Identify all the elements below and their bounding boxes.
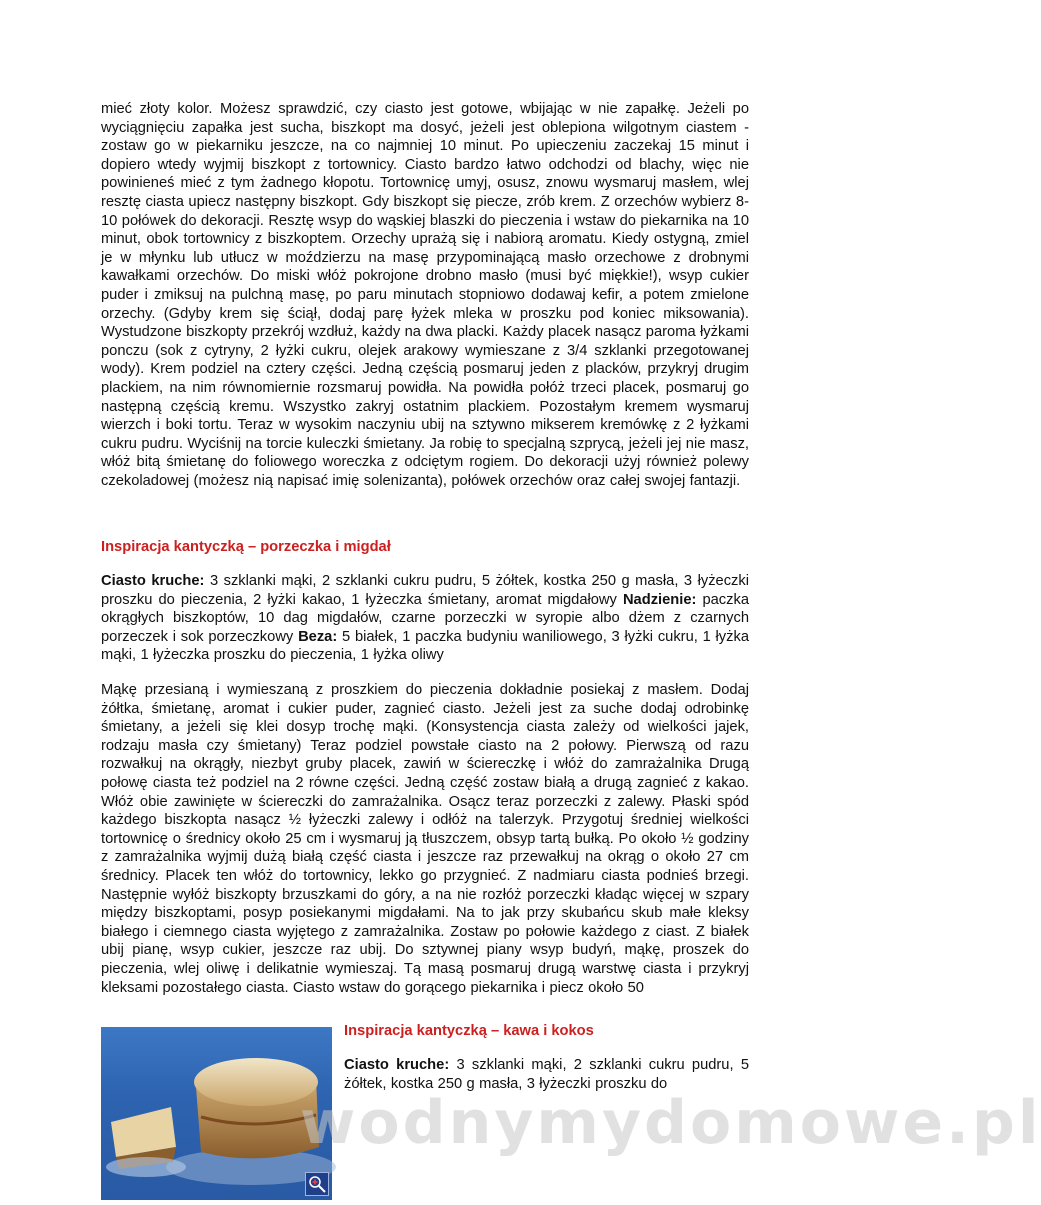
- section1-heading: Inspiracja kantyczką – porzeczka i migdał: [101, 539, 391, 555]
- magnifier-icon: [306, 1173, 328, 1195]
- section2-heading: Inspiracja kantyczką – kawa i kokos: [344, 1023, 594, 1039]
- nadzienie-label: Nadzienie:: [622, 591, 697, 608]
- zoom-icon[interactable]: [305, 1172, 329, 1196]
- ciasto-text-2: 3 szklanki mąki, 2 szklanki cukru pudru, 5 żółtek, kostka 250 g masła, 3 łyżeczki proszku do: [344, 1057, 749, 1092]
- beza-label: Beza:: [298, 628, 338, 645]
- watermark: wodnymydomowe.pl: [300, 1088, 1041, 1158]
- cake-photo-icon: [101, 1027, 332, 1200]
- ciasto-label-2: Ciasto kruche:: [344, 1057, 450, 1073]
- ciasto-text: 3 szklanki mąki, 2 szklanki cukru pudru, 5 żółtek, kostka 250 g masła, 3 łyżeczki proszku do pieczenia, 2 łyżki kakao, 1 łyżeczka śmietany, aromat migdałowy: [101, 573, 749, 608]
- ciasto-label: Ciasto kruche:: [101, 573, 205, 589]
- section1-steps: Mąkę przesianą i wymieszaną z proszkiem do pieczenia dokładnie posiekaj z masłem. Dodaj żółtka, śmietanę, aromat i cukier puder, zagnieć ciasto. Jeżeli jest za suche dodaj odrobinkę śmietany, a jeżeli się klei dosyp trochę mąki. (Konsystencja ciasta zależy od wielkości jajek, rodzaju masła czy śmietany) Teraz podziel powstałe ciasto na 2 połowy. Pierwszą od razu rozwałkuj na okrągły, niezbyt gruby placek, zawiń w ściereczkę i włóż do zamrażalnika Drugą połowę ciasta też podziel na 2 równe części. Jedną część zostaw białą a drugą zagnieć z kakao. Włóż obie zawinięte w ściereczki do zamrażalnika. Osącz teraz porzeczki z zalewy. Płaski spód każdego biszkopta nasącz ½ łyżeczki zalewy i odłóż na talerzyk. Przygotuj średniej wielkości tortownicę o średnicy około 25 cm i wysmaruj ją tłuszczem, obsyp tartą bułką. Po około ½ godziny z zamrażalnika wyjmij dużą białą część ciasta i jeszcze raz przewałkuj na okrąg o około 27 cm średnicy. Placek ten włóż do tortownicy, lekko go przygnieć. Z nadmiaru ciasta podnieś brzegi. Następnie wyłóż biszkopty brzuszkami do góry, a na nie rozłóż porzeczki kładąc więcej w szpary między biszkoptami, posyp posiekanymi migdałami. Na to jak przy skubańcu skub małe kleksy białego i ciemnego ciasta wyjętego z zamrażalnika. Zostaw po połowie każdego z ciast. Z białek ubij pianę, wsyp cukier, jeszcze raz ubij. Do sztywnej piany wsyp budyń, mąkę, proszek do pieczenia, wlej oliwę i delikatnie wymieszaj. Tą masą posmaruj drugą warstwę ciasta i przykryj kleksami pozostałego ciasta. Ciasto wstaw do gorącego piekarnika i piecz około 50: [101, 682, 749, 996]
- intro-paragraph: mieć złoty kolor. Możesz sprawdzić, czy ciasto jest gotowe, wbijając w nie zapałkę. Jeżeli po wyciągnięciu zapałka jest sucha, biszkopt ma dosyć, jeżeli jest oblepiona wilgotnym ciastem - zostaw go w piekarniku jeszcze, na co najmniej 10 minut. Po upieczeniu zaczekaj 15 minut i dopiero wtedy wyjmij biszkopt z tortownicy. Ciasto bardzo łatwo odchodzi od blachy, więc nie powinieneś mieć z tym żadnego kłopotu. Tortownicę umyj, osusz, znowu wysmaruj masłem, wlej resztę ciasta upiecz następny biszkopt. Gdy biszkopt się piecze, zrób krem. Z orzechów wybierz 8-10 połówek do dekoracji. Resztę wsyp do wąskiej blaszki do pieczenia i wstaw do piekarnika na 10 minut, obok tortownicy z biszkoptem. Orzechy uprażą się i nabiorą aromatu. Kiedy ostygną, zmiel je w młynku lub utłucz w moździerzu na masę przypominającą masło orzechowe z drobnymi kawałkami orzechów. Do miski włóż pokrojone drobno masło (musi być miękkie!), wsyp cukier puder i zmiksuj na pulchną masę, po paru minutach stopniowo dodawaj kefir, a potem zmielone orzechy. (Gdyby krem się ściął, dodaj parę łyżek mleka w proszku pod koniec miksowania). Wystudzone biszkopty przekrój wzdłuż, każdy na dwa placki. Każdy placek nasącz paroma łyżkami ponczu (sok z cytryny, 2 łyżki cukru, olejek arakowy wymieszane z 3/4 szklanki przegotowanej wody). Krem podziel na cztery części. Jedną częścią posmaruj jeden z placków, przykryj drugim plackiem, na nim równomiernie rozsmaruj powidła. Na powidła połóż trzeci placek, posmaruj go następną częścią kremu. Wszystko zakryj ostatnim plackiem. Pozostałym kremem wysmaruj wierzch i boki tortu. Teraz w wysokim naczyniu ubij na sztywno mikserem kremówkę z 2 łyżkami cukru pudru. Wyciśnij na torcie kuleczki śmietany. Ja robię to specjalną szprycą, jeżeli jej nie masz, włóż bitą śmietanę do foliowego woreczka z odciętym rogiem. Do dekoracji użyj również polewy czekoladowej (możesz nią napisać imię solenizanta), połówek orzechów oraz całej swojej fantazji.: [101, 101, 749, 489]
- beza-text: 5 białek, 1 paczka budyniu waniliowego, 3 łyżki cukru, 1 łyżka mąki, 1 łyżeczka proszku do pieczenia, 1 łyżka oliwy: [101, 628, 749, 664]
- cake-photo: [101, 1027, 332, 1200]
- section1-ingredients: [101, 572, 749, 665]
- section2-ingredients: [344, 1056, 749, 1093]
- nadzienie-text: paczka okrągłych biszkoptów, 10 dag migdałów, czarne porzeczki w syropie albo dżem z czarnych porzeczek i sok porzeczkowy: [101, 591, 750, 645]
